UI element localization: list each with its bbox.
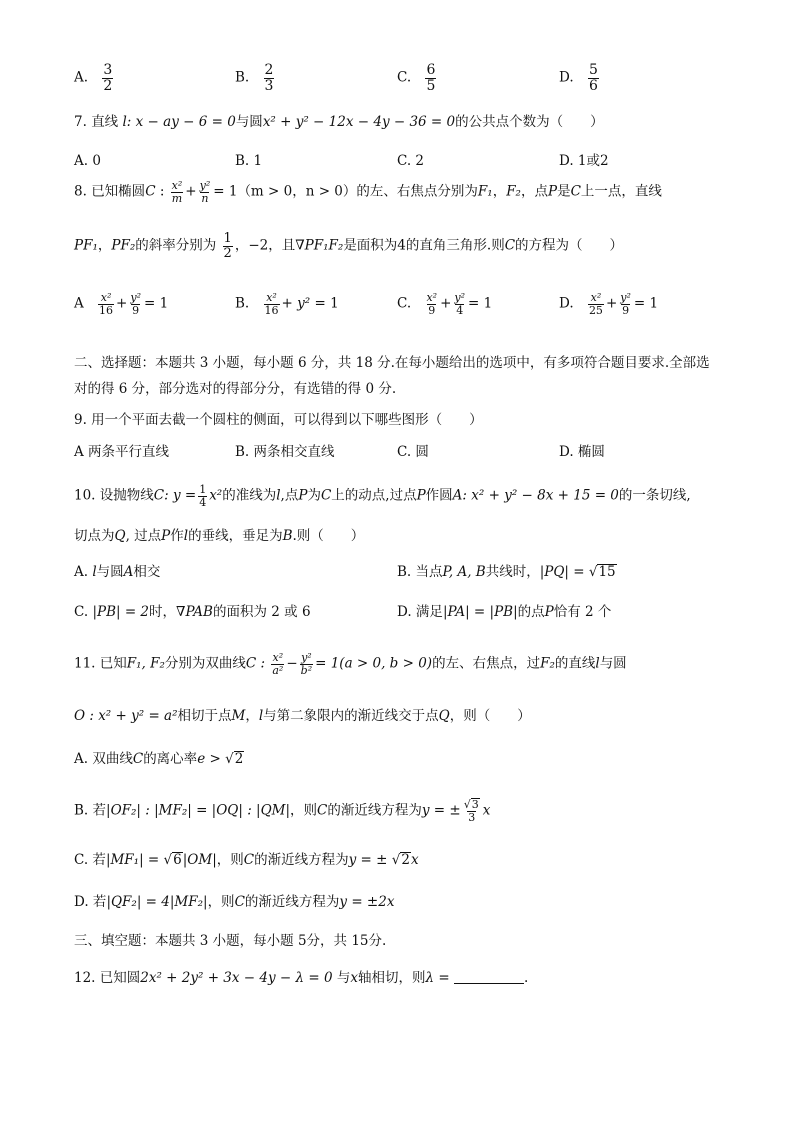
q10-option-d: D. 满足|PA| = |PB|的点P恰有 2 个: [397, 604, 612, 620]
q8-option-c: C. $\frac{\text{x²}}{9}$ + $\frac{\text{y²}}{4}$ = 1: [397, 291, 493, 317]
q7-option-a: A. 0: [74, 153, 101, 169]
q10-option-a: A. l与圆A相交: [74, 564, 161, 580]
q8-option-b: B. $\frac{\text{x²}}{16}$ + y² = 1: [235, 291, 339, 317]
q9-option-d: D. 椭圆: [559, 444, 605, 460]
q11-stem-line1: 11. 已知F₁, F₂分别为双曲线C : $\frac{\text{x²}}{\text{a²}}$ − $\frac{\text{y²}}{\text{b²}}$ = 1(a > 0, b > 0)的左、右焦点，过F₂的直线l与圆: [74, 651, 627, 677]
q10-stem-line2: 切点为Q, 过点P作l的垂线，垂足为B.则（ ）: [74, 528, 365, 544]
q8-option-d: D. $\frac{\text{x²}}{25}$ + $\frac{\text{y²}}{9}$ = 1: [559, 291, 659, 317]
q10-stem-line1: 10. 设抛物线C: y = $\frac{1}{4}$ x²的准线为l,点P为C上的动点,过点P作圆A: x² + y² − 8x + 15 = 0的一条切线,: [74, 483, 691, 509]
q9-option-b: B. 两条相交直线: [235, 444, 335, 460]
q10-option-b: B. 当点P, A, B共线时，|PQ| = √15: [397, 564, 616, 580]
q9-option-a: A 两条平行直线: [74, 444, 170, 460]
q12-answer-blank[interactable]: [454, 971, 524, 984]
q10-option-c: C. |PB| = 2时，∇PAB的面积为 2 或 6: [74, 604, 311, 620]
section2-heading-line2: 对的得 6 分，部分选对的得部分分，有选错的得 0 分.: [74, 381, 397, 397]
q8-stem-line2: PF₁，PF₂的斜率分别为 $\frac{1}{2}$ ，−2，且∇PF₁F₂是面积为4的直角三角形.则C的方程为（ ）: [74, 231, 624, 261]
q7-option-c: C. 2: [397, 153, 425, 169]
q11-option-a: A. 双曲线C的离心率e > √2: [74, 751, 244, 767]
q7-option-b: B. 1: [235, 153, 263, 169]
q9-option-c: C. 圆: [397, 444, 429, 460]
q8-option-a: A $\frac{\text{x²}}{16}$ + $\frac{\text{y²}}{9}$ = 1: [74, 291, 169, 317]
q11-option-b: B. 若|OF₂| : |MF₂| = |OQ| : |QM|，则C的渐近线方程为y = ± $\frac{√3}{3}$ x: [74, 798, 491, 825]
q12-stem: 12. 已知圆2x² + 2y² + 3x − 4y − λ = 0 与x轴相切，则λ = .: [74, 970, 529, 986]
q9-stem: 9. 用一个平面去截一个圆柱的侧面，可以得到以下哪些图形（ ）: [74, 412, 483, 428]
section3-heading: 三、填空题：本题共 3 小题，每小题 5分，共 15分.: [74, 933, 387, 949]
q6-option-b: B. $\frac{2}{3}$: [235, 62, 274, 94]
q6-option-a: A. $\frac{3}{2}$: [74, 62, 113, 94]
q11-option-c: C. 若|MF₁| = √6|OM|，则C的渐近线方程为y = ± √2x: [74, 852, 419, 868]
q11-option-d: D. 若|QF₂| = 4|MF₂|，则C的渐近线方程为y = ±2x: [74, 894, 395, 910]
q11-stem-line2: O : x² + y² = a²相切于点M，l与第二象限内的渐近线交于点Q，则（ ）: [74, 708, 531, 724]
section2-heading-line1: 二、选择题：本题共 3 小题，每小题 6 分，共 18 分.在每小题给出的选项中，有多项符合题目要求.全部选: [74, 355, 710, 371]
q6-option-c: C. $\frac{6}{5}$: [397, 62, 436, 94]
q6-option-d: D. $\frac{5}{6}$: [559, 62, 598, 94]
q7-stem: 7. 直线 l: x − ay − 6 = 0与圆x² + y² − 12x − 4y − 36 = 0的公共点个数为（ ）: [74, 114, 604, 130]
q8-stem-line1: 8. 已知椭圆C : $\frac{\text{x²}}{m}$ + $\frac{\text{y²}}{n}$ = 1（m > 0，n > 0）的左、右焦点分别为F₁，F₂，点P是C上一点，直线: [74, 179, 662, 205]
q7-option-d: D. 1或2: [559, 153, 609, 169]
